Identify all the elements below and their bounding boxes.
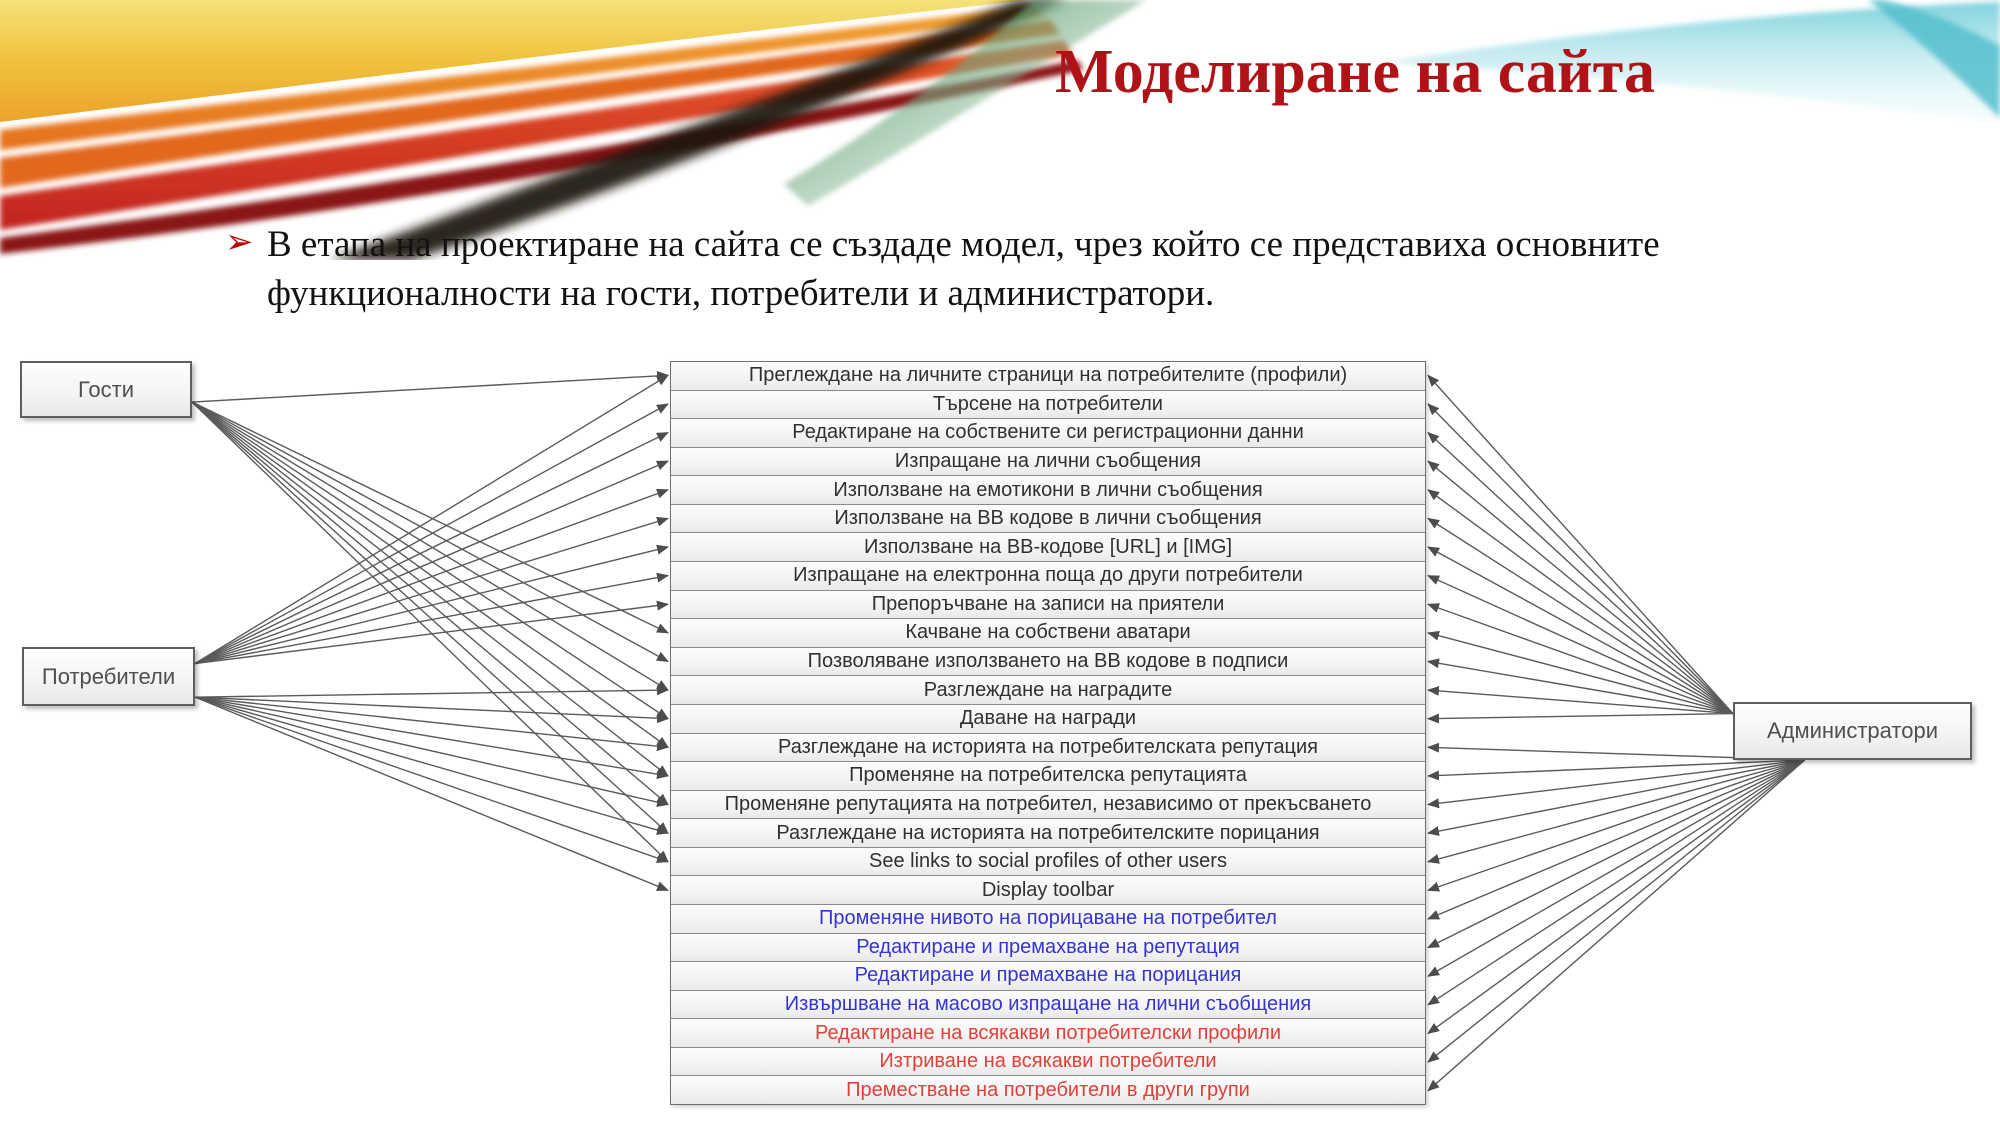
association-arrow — [1428, 433, 1733, 714]
use-case-row: Изтриване на всякакви потребители — [671, 1047, 1425, 1076]
actor-box-users — [22, 647, 195, 706]
use-case-row: Разглеждане на наградите — [671, 675, 1425, 704]
association-arrow — [1428, 760, 1805, 1091]
actor-box-admins — [1733, 702, 1972, 760]
use-case-row: Извършване на масово изпращане на лични съобщения — [671, 990, 1425, 1019]
actor-box-guests — [20, 361, 192, 418]
association-arrow — [195, 697, 668, 776]
association-arrow — [1428, 461, 1733, 713]
slide-title: Моделиране на сайта — [1055, 38, 1655, 106]
actor-label-guests: Гости — [77, 376, 135, 402]
association-arrow — [195, 697, 668, 833]
use-case-row: Изпращане на електронна поща до други потребители — [671, 561, 1425, 590]
association-arrow — [1428, 375, 1733, 713]
association-arrow — [192, 402, 668, 633]
use-case-row: Използване на BB кодове в лични съобщения — [671, 504, 1425, 533]
bullet-arrow-icon: ➢ — [225, 222, 254, 262]
association-arrow — [1428, 760, 1805, 976]
use-case-row: Display toolbar — [671, 875, 1425, 904]
use-case-row: See links to social profiles of other users — [671, 847, 1425, 876]
association-arrow — [1428, 490, 1733, 714]
use-case-row: Търсене на потребители — [671, 390, 1425, 419]
association-arrow — [1428, 661, 1733, 713]
use-case-row: Препоръчване на записи на приятели — [671, 590, 1425, 619]
association-arrow — [1428, 760, 1805, 805]
use-case-row: Променяне нивото на порицаване на потребител — [671, 904, 1425, 933]
association-arrow — [1428, 760, 1805, 1062]
association-arrow — [1428, 760, 1805, 919]
actor-label-users: Потребители — [41, 663, 176, 689]
association-arrow — [192, 402, 668, 719]
association-arrow — [1428, 404, 1733, 714]
association-arrow — [195, 697, 668, 719]
association-arrow — [1428, 714, 1733, 719]
association-arrow — [195, 433, 668, 664]
use-case-row: Редактиране на всякакви потребителски профили — [671, 1018, 1425, 1047]
use-case-row: Даване на награди — [671, 704, 1425, 733]
association-arrow — [195, 490, 668, 664]
use-case-row: Променяне репутацията на потребител, независимо от прекъсването — [671, 790, 1425, 819]
use-case-table — [670, 361, 1426, 1105]
association-arrow — [1428, 760, 1805, 1033]
use-case-row: Преглеждане на личните страници на потребителите (профили) — [671, 362, 1425, 390]
use-case-row: Редактиране и премахване на порицания — [671, 961, 1425, 990]
use-case-row: Променяне на потребителска репутацията — [671, 761, 1425, 790]
use-case-row: Използване на BB-кодове [URL] и [IMG] — [671, 532, 1425, 561]
association-arrow — [1428, 547, 1733, 714]
bullet-text: В етапа на проектиране на сайта се създаде модел, чрез който се представиха основните функционалности на гости, потребители и администратори. — [267, 224, 1660, 314]
association-arrow — [195, 518, 668, 663]
actor-label-admins: Администратори — [1766, 718, 1938, 743]
association-arrow — [1428, 760, 1805, 776]
use-case-row: Редактиране на собствените си регистрационни данни — [671, 418, 1425, 447]
use-case-row: Преместване на потребители в други групи — [671, 1075, 1425, 1104]
association-arrow — [192, 402, 668, 804]
association-arrow — [1428, 604, 1733, 713]
use-case-row: Разглеждане на историята на потребителските порицания — [671, 818, 1425, 847]
association-arrow — [192, 375, 668, 402]
association-arrow — [195, 375, 668, 663]
association-arrow — [1428, 518, 1733, 713]
association-arrow — [195, 547, 668, 664]
use-case-row: Качване на собствени аватари — [671, 618, 1425, 647]
association-arrow — [1428, 760, 1805, 948]
association-arrow — [1428, 760, 1805, 862]
use-case-row: Позволяване използването на BB кодове в подписи — [671, 647, 1425, 676]
association-arrow — [1428, 760, 1805, 890]
use-case-row: Редактиране и премахване на репутация — [671, 933, 1425, 962]
use-case-row: Използване на емотикони в лични съобщения — [671, 475, 1425, 504]
use-case-row: Изпращане на лични съобщения — [671, 447, 1425, 476]
use-case-row: Разглеждане на историята на потребителската репутация — [671, 733, 1425, 762]
association-arrow — [195, 697, 668, 804]
